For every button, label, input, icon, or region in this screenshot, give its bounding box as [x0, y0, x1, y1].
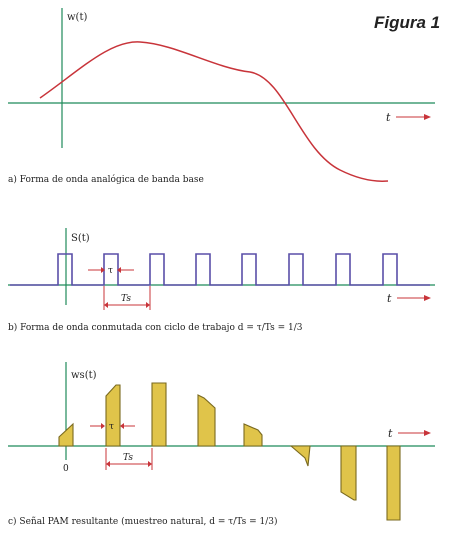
- panel-a-x-label: t: [386, 111, 391, 124]
- panel-c-tau-label: τ: [109, 422, 114, 432]
- panel-b-x-arrow: [397, 295, 431, 301]
- pam-pulses: [59, 383, 400, 520]
- pam-pulse-8: [387, 446, 400, 520]
- panel-b-y-label: S(t): [71, 233, 90, 244]
- panel-c-x-arrow: [398, 430, 431, 436]
- panel-c-y-label: [71, 370, 97, 381]
- pam-pulse-7: [341, 446, 356, 500]
- panel-a-y-label: w(t): [67, 12, 88, 23]
- pam-pulse-5: [244, 424, 262, 446]
- panel-c: [8, 362, 435, 527]
- pam-pulse-6: [291, 446, 310, 466]
- switching-waveform: [10, 254, 430, 285]
- panel-c-caption: c) Señal PAM resultante (muestreo natural, d = τ/Ts = 1/3): [8, 517, 278, 527]
- panel-c-x-label: t: [388, 427, 393, 440]
- figure-title: Figura 1: [374, 13, 441, 32]
- panel-c-origin-label: 0: [63, 464, 69, 474]
- pam-pulse-3: [152, 383, 166, 446]
- panel-a: [8, 8, 435, 185]
- panel-b-caption: b) Forma de onda conmutada con ciclo de trabajo d = τ/Ts = 1/3: [8, 323, 303, 333]
- pam-pulse-4: [198, 395, 215, 446]
- panel-b-period-label: Ts: [121, 294, 131, 304]
- panel-c-period-label: Ts: [123, 453, 133, 463]
- panel-b-x-label: t: [387, 292, 392, 305]
- panel-a-x-arrow: [396, 114, 431, 120]
- panel-b-tau-label: τ: [108, 266, 113, 276]
- panel-c-y-label-text: ws(t): [71, 370, 97, 381]
- pam-pulse-2: [106, 385, 120, 446]
- panel-b: [8, 228, 435, 333]
- panel-a-caption: a) Forma de onda analógica de banda base: [8, 175, 204, 185]
- analog-waveform: [40, 42, 388, 181]
